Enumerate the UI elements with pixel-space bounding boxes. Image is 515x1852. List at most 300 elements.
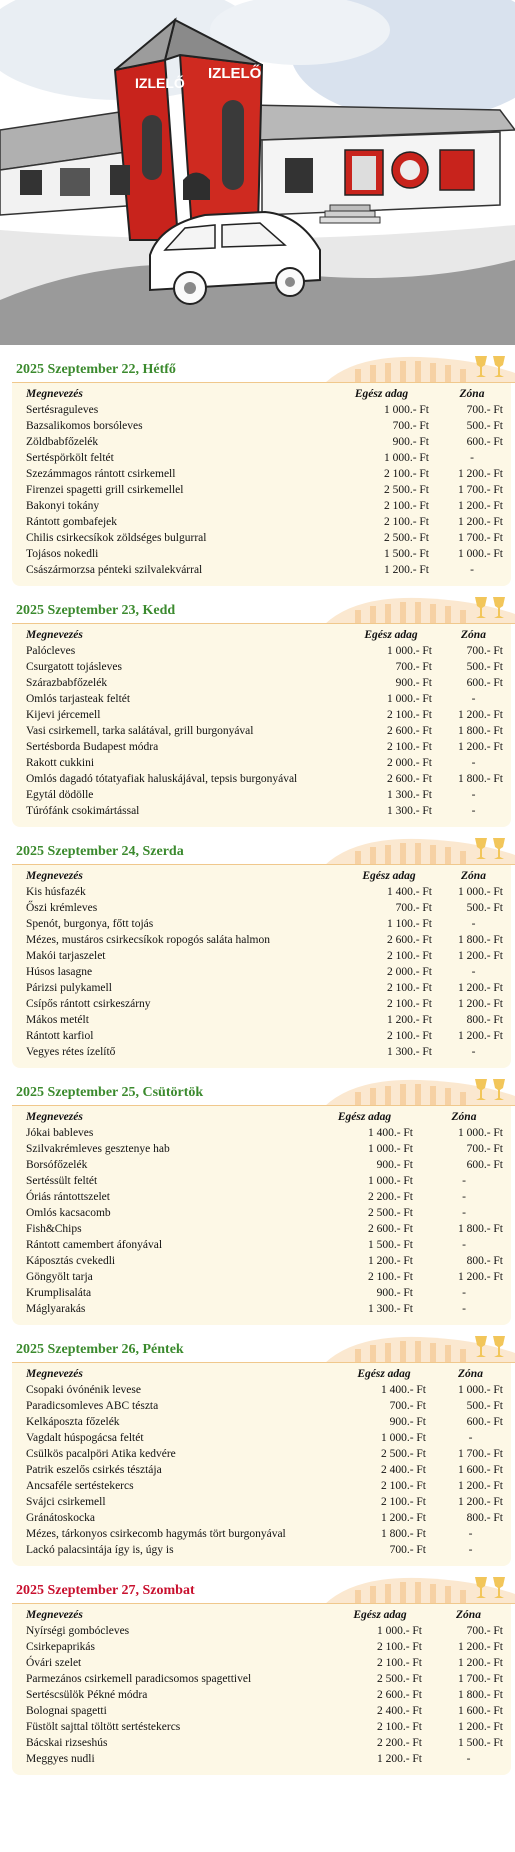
menu-table: [12, 868, 511, 1060]
menu-item-row: [12, 771, 511, 787]
item-price-full: 2 600.- Ft: [386, 773, 432, 785]
item-price-full: 1 200.- Ft: [376, 1753, 422, 1765]
item-name: Sertésraguleves: [26, 404, 99, 416]
day-header: [0, 1076, 515, 1106]
item-price-zone: 1 200.- Ft: [457, 709, 503, 721]
menu-item-row: [12, 675, 511, 691]
day-header: [0, 353, 515, 383]
menu-item-row: [12, 498, 511, 514]
cutlery-decoration-icon: [325, 1574, 515, 1604]
menu-item-row: [12, 1253, 511, 1269]
item-price-full: 2 500.- Ft: [367, 1207, 413, 1219]
item-price-zone: 1 200.- Ft: [457, 1721, 503, 1733]
item-name: Mézes, tárkonyos csirkecomb hagymás tört burgonyával: [26, 1528, 286, 1540]
menu-item-row: [12, 996, 511, 1012]
divider: [12, 1362, 515, 1363]
item-name: Omlós dagadó tótatyafiak haluskájával, tepsis burgonyával: [26, 773, 298, 785]
item-price-zone: 800.- Ft: [466, 1512, 503, 1524]
item-price-full: 2 500.- Ft: [380, 1448, 426, 1460]
menu-item-row: [12, 434, 511, 450]
item-name: Lackó palacsintája így is, úgy is: [26, 1544, 174, 1556]
item-price-zone: 1 000.- Ft: [457, 1384, 503, 1396]
menu-item-row: [12, 1510, 511, 1526]
menu-item-row: [12, 450, 511, 466]
menu-item-row: [12, 723, 511, 739]
item-price-zone: 700.- Ft: [466, 404, 503, 416]
menu-item-row: [12, 1478, 511, 1494]
item-name: Chilis csirkecsíkok zöldséges bulgurral: [26, 532, 207, 544]
item-price-full: 2 400.- Ft: [376, 1705, 422, 1717]
item-name: Omlós tarjasteak feltét: [26, 693, 131, 705]
item-price-full: 900.- Ft: [376, 1287, 413, 1299]
day-title: 2025 Szeptember 23, Kedd: [16, 603, 176, 618]
menu-item-row: [12, 1382, 511, 1398]
item-price-full: 1 200.- Ft: [380, 1512, 426, 1524]
menu-item-row: [12, 1189, 511, 1205]
menu-item-row: [12, 643, 511, 659]
menu-header-row: [12, 1607, 511, 1623]
item-price-zone: 1 000.- Ft: [457, 886, 503, 898]
menu-item-row: [12, 1414, 511, 1430]
item-name: Gránátoskocka: [26, 1512, 95, 1524]
item-price-full: 2 100.- Ft: [376, 1721, 422, 1733]
menu-item-row: [12, 1028, 511, 1044]
item-price-zone: 1 200.- Ft: [457, 998, 503, 1010]
menu-item-row: [12, 1542, 511, 1558]
column-header-name: Megnevezés: [26, 1111, 83, 1123]
item-price-zone: 500.- Ft: [466, 661, 503, 673]
item-price-zone: -: [462, 1191, 466, 1203]
item-name: Szárazbabfőzelék: [26, 677, 108, 689]
item-price-zone: -: [462, 1303, 466, 1315]
item-name: Ancsaféle sertéstekercs: [26, 1480, 134, 1492]
item-name: Csirkepaprikás: [26, 1641, 95, 1653]
item-name: Máglyarakás: [26, 1303, 86, 1315]
item-price-zone: 600.- Ft: [466, 677, 503, 689]
column-header-zone: Zóna: [458, 1368, 483, 1380]
item-price-zone: 1 700.- Ft: [457, 484, 503, 496]
menu-item-row: [12, 803, 511, 819]
item-name: Óriás rántottszelet: [26, 1191, 110, 1203]
column-header-name: Megnevezés: [26, 629, 83, 641]
item-name: Túrófánk csokimártással: [26, 805, 140, 817]
day-section: [0, 1333, 515, 1566]
menu-item-row: [12, 739, 511, 755]
item-name: Tojásos nokedli: [26, 548, 99, 560]
day-title: 2025 Szeptember 22, Hétfő: [16, 362, 176, 377]
menu-table: [12, 1366, 511, 1558]
menu-item-row: [12, 1285, 511, 1301]
item-price-zone: -: [471, 1046, 476, 1058]
item-price-full: 2 600.- Ft: [386, 934, 432, 946]
menu-header-row: [12, 386, 511, 402]
item-name: Sertéssült feltét: [26, 1175, 98, 1187]
item-price-full: 1 400.- Ft: [367, 1127, 413, 1139]
menu-item-row: [12, 1221, 511, 1237]
item-name: Bácskai rizseshús: [26, 1737, 108, 1749]
item-name: Sertésborda Budapest módra: [26, 741, 159, 753]
item-name: Spenót, burgonya, főtt tojás: [26, 918, 154, 930]
item-name: Parmezános csirkemell paradicsomos spagettivel: [26, 1673, 252, 1685]
menu-item-row: [12, 1751, 511, 1767]
menu-table: [12, 1109, 511, 1317]
item-price-full: 1 300.- Ft: [386, 805, 432, 817]
menu-item-row: [12, 418, 511, 434]
item-price-full: 900.- Ft: [389, 1416, 426, 1428]
item-price-full: 900.- Ft: [376, 1159, 413, 1171]
item-price-full: 2 100.- Ft: [380, 1480, 426, 1492]
menu-item-row: [12, 546, 511, 562]
item-price-zone: 1 700.- Ft: [457, 1448, 503, 1460]
item-name: Mézes, mustáros csirkecsíkok ropogós saláta halmon: [26, 934, 270, 946]
header-illustration: [0, 0, 515, 345]
item-price-zone: -: [471, 918, 476, 930]
item-price-zone: 1 600.- Ft: [457, 1464, 503, 1476]
day-title: 2025 Szeptember 25, Csütörtök: [16, 1085, 204, 1100]
item-price-zone: 1 700.- Ft: [457, 1673, 503, 1685]
menu-item-row: [12, 916, 511, 932]
item-price-full: 1 000.- Ft: [383, 452, 429, 464]
item-name: Rakott cukkini: [26, 757, 95, 769]
item-name: Nyírségi gombócleves: [26, 1625, 130, 1637]
item-price-full: 2 400.- Ft: [380, 1464, 426, 1476]
item-price-zone: -: [462, 1239, 466, 1251]
column-header-name: Megnevezés: [26, 870, 83, 882]
day-section: [0, 1076, 515, 1325]
item-name: Svájci csirkemell: [26, 1496, 106, 1508]
day-section: [0, 353, 515, 586]
item-price-full: 1 800.- Ft: [380, 1528, 426, 1540]
item-name: Mákos metélt: [26, 1014, 89, 1026]
item-price-full: 1 000.- Ft: [376, 1625, 422, 1637]
item-price-full: 1 200.- Ft: [383, 564, 429, 576]
menu-table: [12, 1607, 511, 1767]
item-name: Patrik eszelős csirkés tésztája: [26, 1464, 162, 1476]
divider: [12, 1105, 515, 1106]
item-name: Kis húsfazék: [26, 886, 86, 898]
day-section: [0, 1574, 515, 1775]
item-name: Párizsi pulykamell: [26, 982, 112, 994]
item-name: Kijevi jércemell: [26, 709, 101, 721]
column-header-zone: Zóna: [456, 1609, 481, 1621]
item-price-full: 2 500.- Ft: [383, 532, 429, 544]
column-header-full-portion: Egész adag: [353, 1609, 407, 1621]
item-name: Sertéscsülök Pékné módra: [26, 1689, 148, 1701]
menu-item-row: [12, 1205, 511, 1221]
menu-panel: [12, 1106, 511, 1325]
item-price-full: 2 100.- Ft: [383, 468, 429, 480]
menu-item-row: [12, 1655, 511, 1671]
item-price-full: 1 000.- Ft: [383, 404, 429, 416]
menu-panel: [12, 624, 511, 827]
menu-item-row: [12, 1012, 511, 1028]
item-price-full: 1 000.- Ft: [367, 1143, 413, 1155]
sign-left: IZLELŐ: [135, 75, 185, 91]
item-price-full: 2 200.- Ft: [367, 1191, 413, 1203]
item-price-zone: -: [468, 1544, 473, 1556]
sign-right: IZLELŐ: [208, 65, 262, 82]
column-header-name: Megnevezés: [26, 1609, 83, 1621]
item-price-zone: 1 700.- Ft: [457, 532, 503, 544]
item-price-full: 1 000.- Ft: [380, 1432, 426, 1444]
day-header: [0, 1333, 515, 1363]
item-price-zone: 500.- Ft: [466, 420, 503, 432]
day-title: 2025 Szeptember 26, Péntek: [16, 1342, 184, 1357]
item-name: Krumplisaláta: [26, 1287, 92, 1299]
menu-panel: [12, 1604, 511, 1775]
item-price-zone: -: [462, 1207, 466, 1219]
menu-item-row: [12, 691, 511, 707]
divider: [12, 382, 515, 383]
menu-item-row: [12, 980, 511, 996]
day-section: [0, 835, 515, 1068]
item-name: Firenzei spagetti grill csirkemellel: [26, 484, 184, 496]
item-price-full: 2 600.- Ft: [367, 1223, 413, 1235]
item-price-full: 1 300.- Ft: [386, 1046, 432, 1058]
item-price-full: 2 100.- Ft: [386, 998, 432, 1010]
item-price-zone: -: [471, 805, 476, 817]
menu-item-row: [12, 1703, 511, 1719]
menu-header-row: [12, 1109, 511, 1125]
menu-item-row: [12, 659, 511, 675]
item-price-full: 2 200.- Ft: [376, 1737, 422, 1749]
item-price-full: 1 300.- Ft: [367, 1303, 413, 1315]
menu-header-row: [12, 1366, 511, 1382]
item-price-full: 1 200.- Ft: [367, 1255, 413, 1267]
menu-item-row: [12, 1446, 511, 1462]
item-price-zone: -: [470, 564, 474, 576]
menu-item-row: [12, 948, 511, 964]
item-name: Makói tarjaszelet: [26, 950, 106, 962]
item-price-full: 1 400.- Ft: [380, 1384, 426, 1396]
cutlery-decoration-icon: [325, 1333, 515, 1363]
item-price-zone: 1 200.- Ft: [457, 516, 503, 528]
day-header: [0, 835, 515, 865]
item-price-zone: 500.- Ft: [466, 902, 503, 914]
divider: [12, 1603, 515, 1604]
item-name: Egytál dödölle: [26, 789, 94, 801]
item-name: Göngyölt tarja: [26, 1271, 93, 1283]
column-header-zone: Zóna: [461, 870, 486, 882]
column-header-zone: Zóna: [451, 1111, 477, 1123]
menu-table: [12, 627, 511, 819]
menu-item-row: [12, 1494, 511, 1510]
day-title: 2025 Szeptember 24, Szerda: [16, 844, 184, 859]
item-price-zone: 1 200.- Ft: [457, 982, 503, 994]
column-header-zone: Zóna: [459, 388, 485, 400]
column-header-full-portion: Egész adag: [362, 870, 416, 882]
menu-item-row: [12, 1301, 511, 1317]
item-price-full: 700.- Ft: [395, 661, 432, 673]
item-price-full: 1 500.- Ft: [383, 548, 429, 560]
menu-header-row: [12, 627, 511, 643]
item-name: Csípős rántott csirkeszárny: [26, 998, 151, 1010]
menu-item-row: [12, 514, 511, 530]
menu-item-row: [12, 1671, 511, 1687]
item-name: Óvári szelet: [26, 1657, 82, 1669]
item-price-zone: 700.- Ft: [466, 1625, 503, 1637]
menu-item-row: [12, 466, 511, 482]
item-price-full: 2 100.- Ft: [386, 741, 432, 753]
item-price-zone: 1 800.- Ft: [457, 1689, 503, 1701]
item-price-full: 2 000.- Ft: [386, 966, 432, 978]
item-name: Csülkös pacalpöri Atika kedvére: [26, 1448, 176, 1460]
menu-panel: [12, 383, 511, 586]
item-price-full: 700.- Ft: [395, 902, 432, 914]
item-name: Császármorzsa pénteki szilvalekvárral: [26, 564, 203, 576]
item-name: Fish&Chips: [26, 1223, 82, 1235]
item-price-zone: 1 200.- Ft: [457, 1271, 503, 1283]
item-price-full: 1 200.- Ft: [386, 1014, 432, 1026]
menu-item-row: [12, 1269, 511, 1285]
item-price-full: 2 100.- Ft: [380, 1496, 426, 1508]
item-name: Káposztás cvekedli: [26, 1255, 116, 1267]
item-price-zone: -: [471, 693, 476, 705]
item-price-zone: 1 200.- Ft: [457, 1657, 503, 1669]
item-price-zone: 1 000.- Ft: [457, 548, 503, 560]
item-name: Rántott camembert áfonyával: [26, 1239, 163, 1251]
item-price-zone: -: [468, 1432, 473, 1444]
item-price-zone: 500.- Ft: [466, 1400, 503, 1412]
menu-item-row: [12, 755, 511, 771]
item-price-full: 1 300.- Ft: [386, 789, 432, 801]
menu-item-row: [12, 932, 511, 948]
menu-item-row: [12, 1125, 511, 1141]
cutlery-decoration-icon: [325, 1076, 515, 1106]
item-name: Füstölt sajttal töltött sertéstekercs: [26, 1721, 181, 1733]
item-price-zone: 1 200.- Ft: [457, 950, 503, 962]
menu-item-row: [12, 1735, 511, 1751]
item-price-zone: -: [471, 966, 476, 978]
item-price-zone: -: [466, 1753, 471, 1765]
item-price-full: 1 400.- Ft: [386, 886, 432, 898]
item-price-zone: -: [462, 1287, 466, 1299]
item-price-zone: -: [471, 757, 476, 769]
divider: [12, 864, 515, 865]
column-header-zone: Zóna: [461, 629, 486, 641]
item-price-zone: 1 200.- Ft: [457, 1480, 503, 1492]
menu-item-row: [12, 1639, 511, 1655]
menu-item-row: [12, 787, 511, 803]
item-price-zone: 1 800.- Ft: [457, 725, 503, 737]
item-name: Húsos lasagne: [26, 966, 93, 978]
item-price-zone: 1 600.- Ft: [457, 1705, 503, 1717]
item-price-full: 2 600.- Ft: [376, 1689, 422, 1701]
item-name: Jókai bableves: [26, 1127, 94, 1139]
item-name: Palócleves: [26, 645, 76, 657]
item-name: Sertéspörkölt feltét: [26, 452, 114, 464]
column-header-full-portion: Egész adag: [357, 1368, 411, 1380]
day-header: [0, 594, 515, 624]
menu-item-row: [12, 1526, 511, 1542]
menu-panel: [12, 1363, 511, 1566]
menu-item-row: [12, 530, 511, 546]
item-name: Rántott gombafejek: [26, 516, 118, 528]
menu-item-row: [12, 707, 511, 723]
item-name: Paradicsomleves ABC tészta: [26, 1400, 159, 1412]
item-price-full: 2 100.- Ft: [367, 1271, 413, 1283]
item-name: Őszi krémleves: [26, 902, 98, 914]
menu-item-row: [12, 402, 511, 418]
menu-item-row: [12, 1398, 511, 1414]
item-name: Zöldbabfőzelék: [26, 436, 99, 448]
menu-item-row: [12, 482, 511, 498]
item-price-zone: 1 200.- Ft: [457, 1641, 503, 1653]
item-price-full: 2 500.- Ft: [383, 484, 429, 496]
day-header: [0, 1574, 515, 1604]
menu-item-row: [12, 1719, 511, 1735]
menu-item-row: [12, 1462, 511, 1478]
day-title: 2025 Szeptember 27, Szombat: [16, 1583, 195, 1598]
menu-item-row: [12, 1044, 511, 1060]
column-header-name: Megnevezés: [26, 388, 83, 400]
menu-item-row: [12, 1237, 511, 1253]
item-price-full: 2 100.- Ft: [386, 950, 432, 962]
item-price-zone: 1 200.- Ft: [457, 1030, 503, 1042]
restaurant-building-illustration: [0, 0, 515, 345]
menu-item-row: [12, 1141, 511, 1157]
item-name: Rántott karfiol: [26, 1030, 94, 1042]
item-price-zone: 600.- Ft: [466, 1159, 503, 1171]
menu-item-row: [12, 1687, 511, 1703]
menu-item-row: [12, 1157, 511, 1173]
item-price-full: 1 500.- Ft: [367, 1239, 413, 1251]
item-price-full: 2 100.- Ft: [376, 1641, 422, 1653]
item-name: Szezámmagos rántott csirkemell: [26, 468, 176, 480]
item-name: Csurgatott tojásleves: [26, 661, 122, 673]
item-price-full: 2 100.- Ft: [386, 1030, 432, 1042]
cutlery-decoration-icon: [325, 835, 515, 865]
item-price-zone: 1 200.- Ft: [457, 741, 503, 753]
item-price-full: 2 600.- Ft: [386, 725, 432, 737]
item-name: Omlós kacsacomb: [26, 1207, 111, 1219]
item-price-full: 1 000.- Ft: [367, 1175, 413, 1187]
item-name: Szilvakrémleves gesztenye hab: [26, 1143, 170, 1155]
menu-header-row: [12, 868, 511, 884]
menu-item-row: [12, 900, 511, 916]
item-price-full: 700.- Ft: [389, 1400, 426, 1412]
column-header-name: Megnevezés: [26, 1368, 83, 1380]
item-price-full: 700.- Ft: [392, 420, 429, 432]
item-name: Kelkáposzta főzelék: [26, 1416, 120, 1428]
item-price-zone: -: [470, 452, 474, 464]
item-name: Meggyes nudli: [26, 1753, 95, 1765]
item-price-full: 1 000.- Ft: [386, 645, 432, 657]
item-price-zone: 800.- Ft: [466, 1255, 503, 1267]
item-name: Borsófőzelék: [26, 1159, 88, 1171]
item-price-zone: 1 200.- Ft: [457, 500, 503, 512]
item-price-full: 2 100.- Ft: [376, 1657, 422, 1669]
item-price-zone: -: [471, 789, 476, 801]
column-header-full-portion: Egész adag: [354, 388, 409, 400]
item-price-zone: 1 200.- Ft: [457, 1496, 503, 1508]
cutlery-decoration-icon: [325, 594, 515, 624]
item-price-full: 2 100.- Ft: [386, 709, 432, 721]
cutlery-decoration-icon: [325, 353, 515, 383]
item-price-zone: 600.- Ft: [466, 1416, 503, 1428]
item-price-full: 900.- Ft: [392, 436, 429, 448]
item-price-zone: 1 200.- Ft: [457, 468, 503, 480]
item-price-full: 2 500.- Ft: [376, 1673, 422, 1685]
item-price-zone: 1 500.- Ft: [457, 1737, 503, 1749]
column-header-full-portion: Egész adag: [364, 629, 418, 641]
item-price-zone: -: [462, 1175, 466, 1187]
item-price-zone: -: [468, 1528, 473, 1540]
item-price-zone: 800.- Ft: [466, 1014, 503, 1026]
item-name: Vasi csirkemell, tarka salátával, grill burgonyával: [26, 725, 254, 737]
menu-item-row: [12, 884, 511, 900]
item-price-full: 2 000.- Ft: [386, 757, 432, 769]
